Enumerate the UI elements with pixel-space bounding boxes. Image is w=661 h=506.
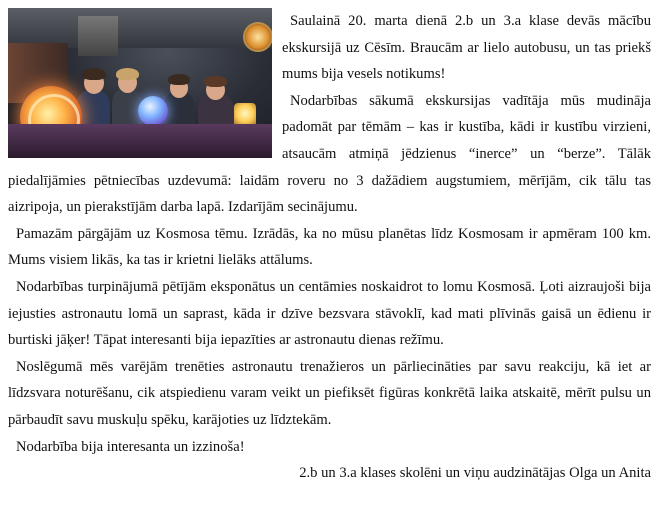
paragraph-intro: Saulainā 20. marta dienā 2.b un 3.a klase devās mācību ekskursijā uz Cēsīm. Braucām ar lielo autobusu, un tas priekš mums bija vesels notikums! [282, 13, 651, 83]
paragraph-exhibits: Nodarbības turpinājumā pētījām eksponātus un centāmies noskaidrot to lomu Kosmosā. Ļoti aizraujoši bija iejusties astronautu lomā un saprast, kāda ir dzīve bezsvara stāvoklī, kad mati plīvinās gaisā un ēdienu ir burtiski jāķer! Tāpat interesanti bija iepazīties ar astronautu dienas režīmu. [8, 278, 651, 349]
signature: 2.b un 3.a klases skolēni un viņu audzinātājas Olga un Anita [299, 465, 651, 482]
gauge-icon [243, 22, 272, 52]
paragraph-training: Noslēgumā mēs varējām trenēties astronautu trenažieros un pārliecināties par savu reakciju, kā iet ar līdzsvara noturēšanu, cik atspiedienu varam veikt un piefiksēt figūras konkrētā laika atskaitē, mērīt pulsu un pārbaudīt savu muskuļu spēku, karājoties uz līdztekām. [8, 358, 651, 428]
article [8, 8, 651, 487]
excursion-photo [8, 8, 272, 158]
paragraph-cosmos: Pamazām pārgājām uz Kosmosa tēmu. Izrādās, ka no mūsu planētas līdz Kosmosam ir apmēram 100 km. Mums visiem likās, ka tas ir krietni lielāks attālums. [8, 225, 651, 269]
paragraph-activity: Nodarbības sākumā ekskursijas vadītāja mūs mudināja padomāt par tēmām – kas ir kustība, kādi ir kustību virzieni, atsaucām atmiņā jēdzienus “inerce” un “berze”. Tālāk piedalījāmies pētniecības uzdevumā: laidām roveru no 3 dažādiem augstumiem, mērījām, cik tālu tas aizripoja, un pierakstījām darba lapā. Izdarījām secinājumu. [8, 92, 651, 216]
paragraph-conclusion: Nodarbība bija interesanta un izzinoša! [16, 438, 245, 455]
